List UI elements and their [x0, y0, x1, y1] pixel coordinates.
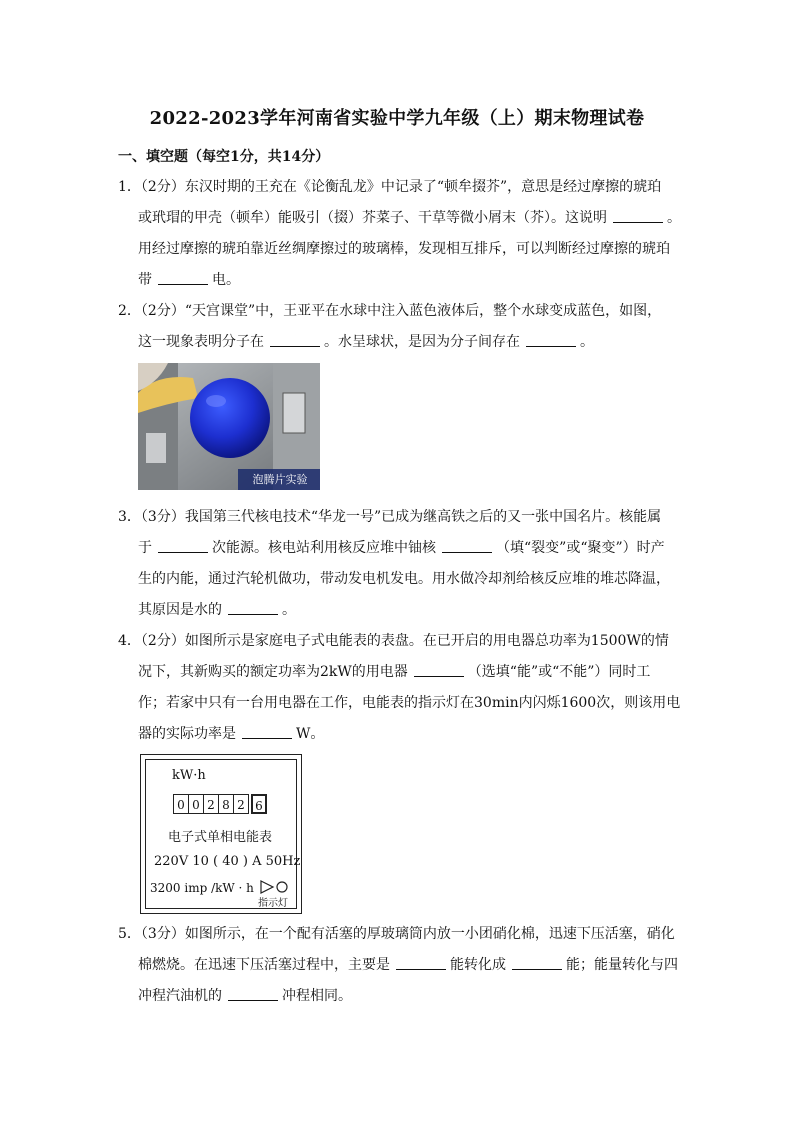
question-5	[118, 919, 678, 1012]
question-2	[118, 296, 678, 358]
answer-blank[interactable]	[396, 955, 446, 970]
meter-unit: kW·h	[172, 768, 206, 783]
meter-digit: 2	[203, 794, 219, 814]
answer-blank[interactable]	[414, 662, 464, 677]
question-line: 况下，其新购买的额定功率为2kW的用电器 （选填“能”或“不能”）同时工	[138, 664, 651, 680]
water-sphere-photo	[138, 363, 320, 490]
question-1	[118, 172, 681, 296]
photo-caption: 泡腾片实验	[252, 473, 308, 486]
question-line: 棉燃烧。在迅速下压活塞过程中，主要是 能转化成 能；能量转化与四	[138, 957, 678, 973]
answer-blank[interactable]	[270, 332, 320, 347]
question-line: 其原因是水的 。	[138, 602, 296, 618]
energy-meter-diagram	[140, 754, 302, 914]
meter-digit: 8	[218, 794, 234, 814]
question-3	[118, 502, 678, 626]
answer-blank[interactable]	[228, 986, 278, 1001]
answer-blank[interactable]	[242, 724, 292, 739]
energy-meter-face	[145, 759, 301, 909]
answer-blank[interactable]	[526, 332, 576, 347]
question-line: 2．（2分）“天宫课堂”中，王亚平在水球中注入蓝色液体后，整个水球变成蓝色，如图，	[118, 303, 662, 319]
indicator-light-icon	[260, 880, 290, 894]
answer-blank[interactable]	[158, 538, 208, 553]
question-line: 生的内能，通过汽轮机做功，带动发电机发电。用水做冷却剂给核反应堆的堆芯降温，	[138, 571, 670, 587]
indicator-label: 指示灯	[258, 898, 288, 909]
meter-constant: 3200 imp /kW · h	[150, 881, 254, 895]
question-line: 这一现象表明分子在 。水呈球状，是因为分子间存在 。	[138, 334, 594, 350]
page-title: 2022-2023学年河南省实验中学九年级（上）期末物理试卷	[149, 108, 645, 129]
question-line: 带 电。	[138, 272, 240, 288]
section-heading: 一、填空题（每空1分，共14分）	[118, 149, 330, 165]
question-line: 3．（3分）我国第三代核电技术“华龙一号”已成为继高铁之后的又一张中国名片。核能属	[118, 509, 662, 525]
question-line: 4．（2分）如图所示是家庭电子式电能表的表盘。在已开启的用电器总功率为1500W的情	[118, 633, 669, 649]
meter-name: 电子式单相电能表	[168, 830, 273, 845]
question-line: 器的实际功率是 W。	[138, 726, 325, 742]
question-line: 5．（3分）如图所示，在一个配有活塞的厚玻璃筒内放一小团硝化棉，迅速下压活塞，硝化	[118, 926, 675, 942]
answer-blank[interactable]	[158, 270, 208, 285]
meter-digit-decimal: 6	[251, 794, 267, 814]
question-line: 或玳瑁的甲壳（顿牟）能吸引（掇）芥菜子、干草等微小屑末（芥）。这说明 。	[138, 210, 681, 226]
question-line: 于 次能源。核电站利用核反应堆中铀核 （填“裂变”或“聚变”）时产	[138, 540, 665, 556]
question-line: 冲程汽油机的 冲程相同。	[138, 988, 352, 1004]
answer-blank[interactable]	[512, 955, 562, 970]
meter-digit: 0	[188, 794, 204, 814]
meter-reading	[174, 794, 267, 814]
question-line: 用经过摩擦的琥珀靠近丝绸摩擦过的玻璃棒，发现相互排斥，可以判断经过摩擦的琥珀	[138, 241, 670, 257]
question-line: 作；若家中只有一台用电器在工作，电能表的指示灯在30min内闪烁1600次，则该用电	[138, 695, 681, 711]
meter-digit: 0	[173, 794, 189, 814]
answer-blank[interactable]	[228, 600, 278, 615]
meter-digit: 2	[233, 794, 249, 814]
question-line: 1．（2分）东汉时期的王充在《论衡乱龙》中记录了“顿牟掇芥”，意思是经过摩擦的琥珀	[118, 179, 662, 195]
question-4	[118, 626, 681, 750]
answer-blank[interactable]	[613, 208, 663, 223]
meter-rating: 220V 10 ( 40 ) A 50Hz	[154, 854, 301, 869]
answer-blank[interactable]	[442, 538, 492, 553]
